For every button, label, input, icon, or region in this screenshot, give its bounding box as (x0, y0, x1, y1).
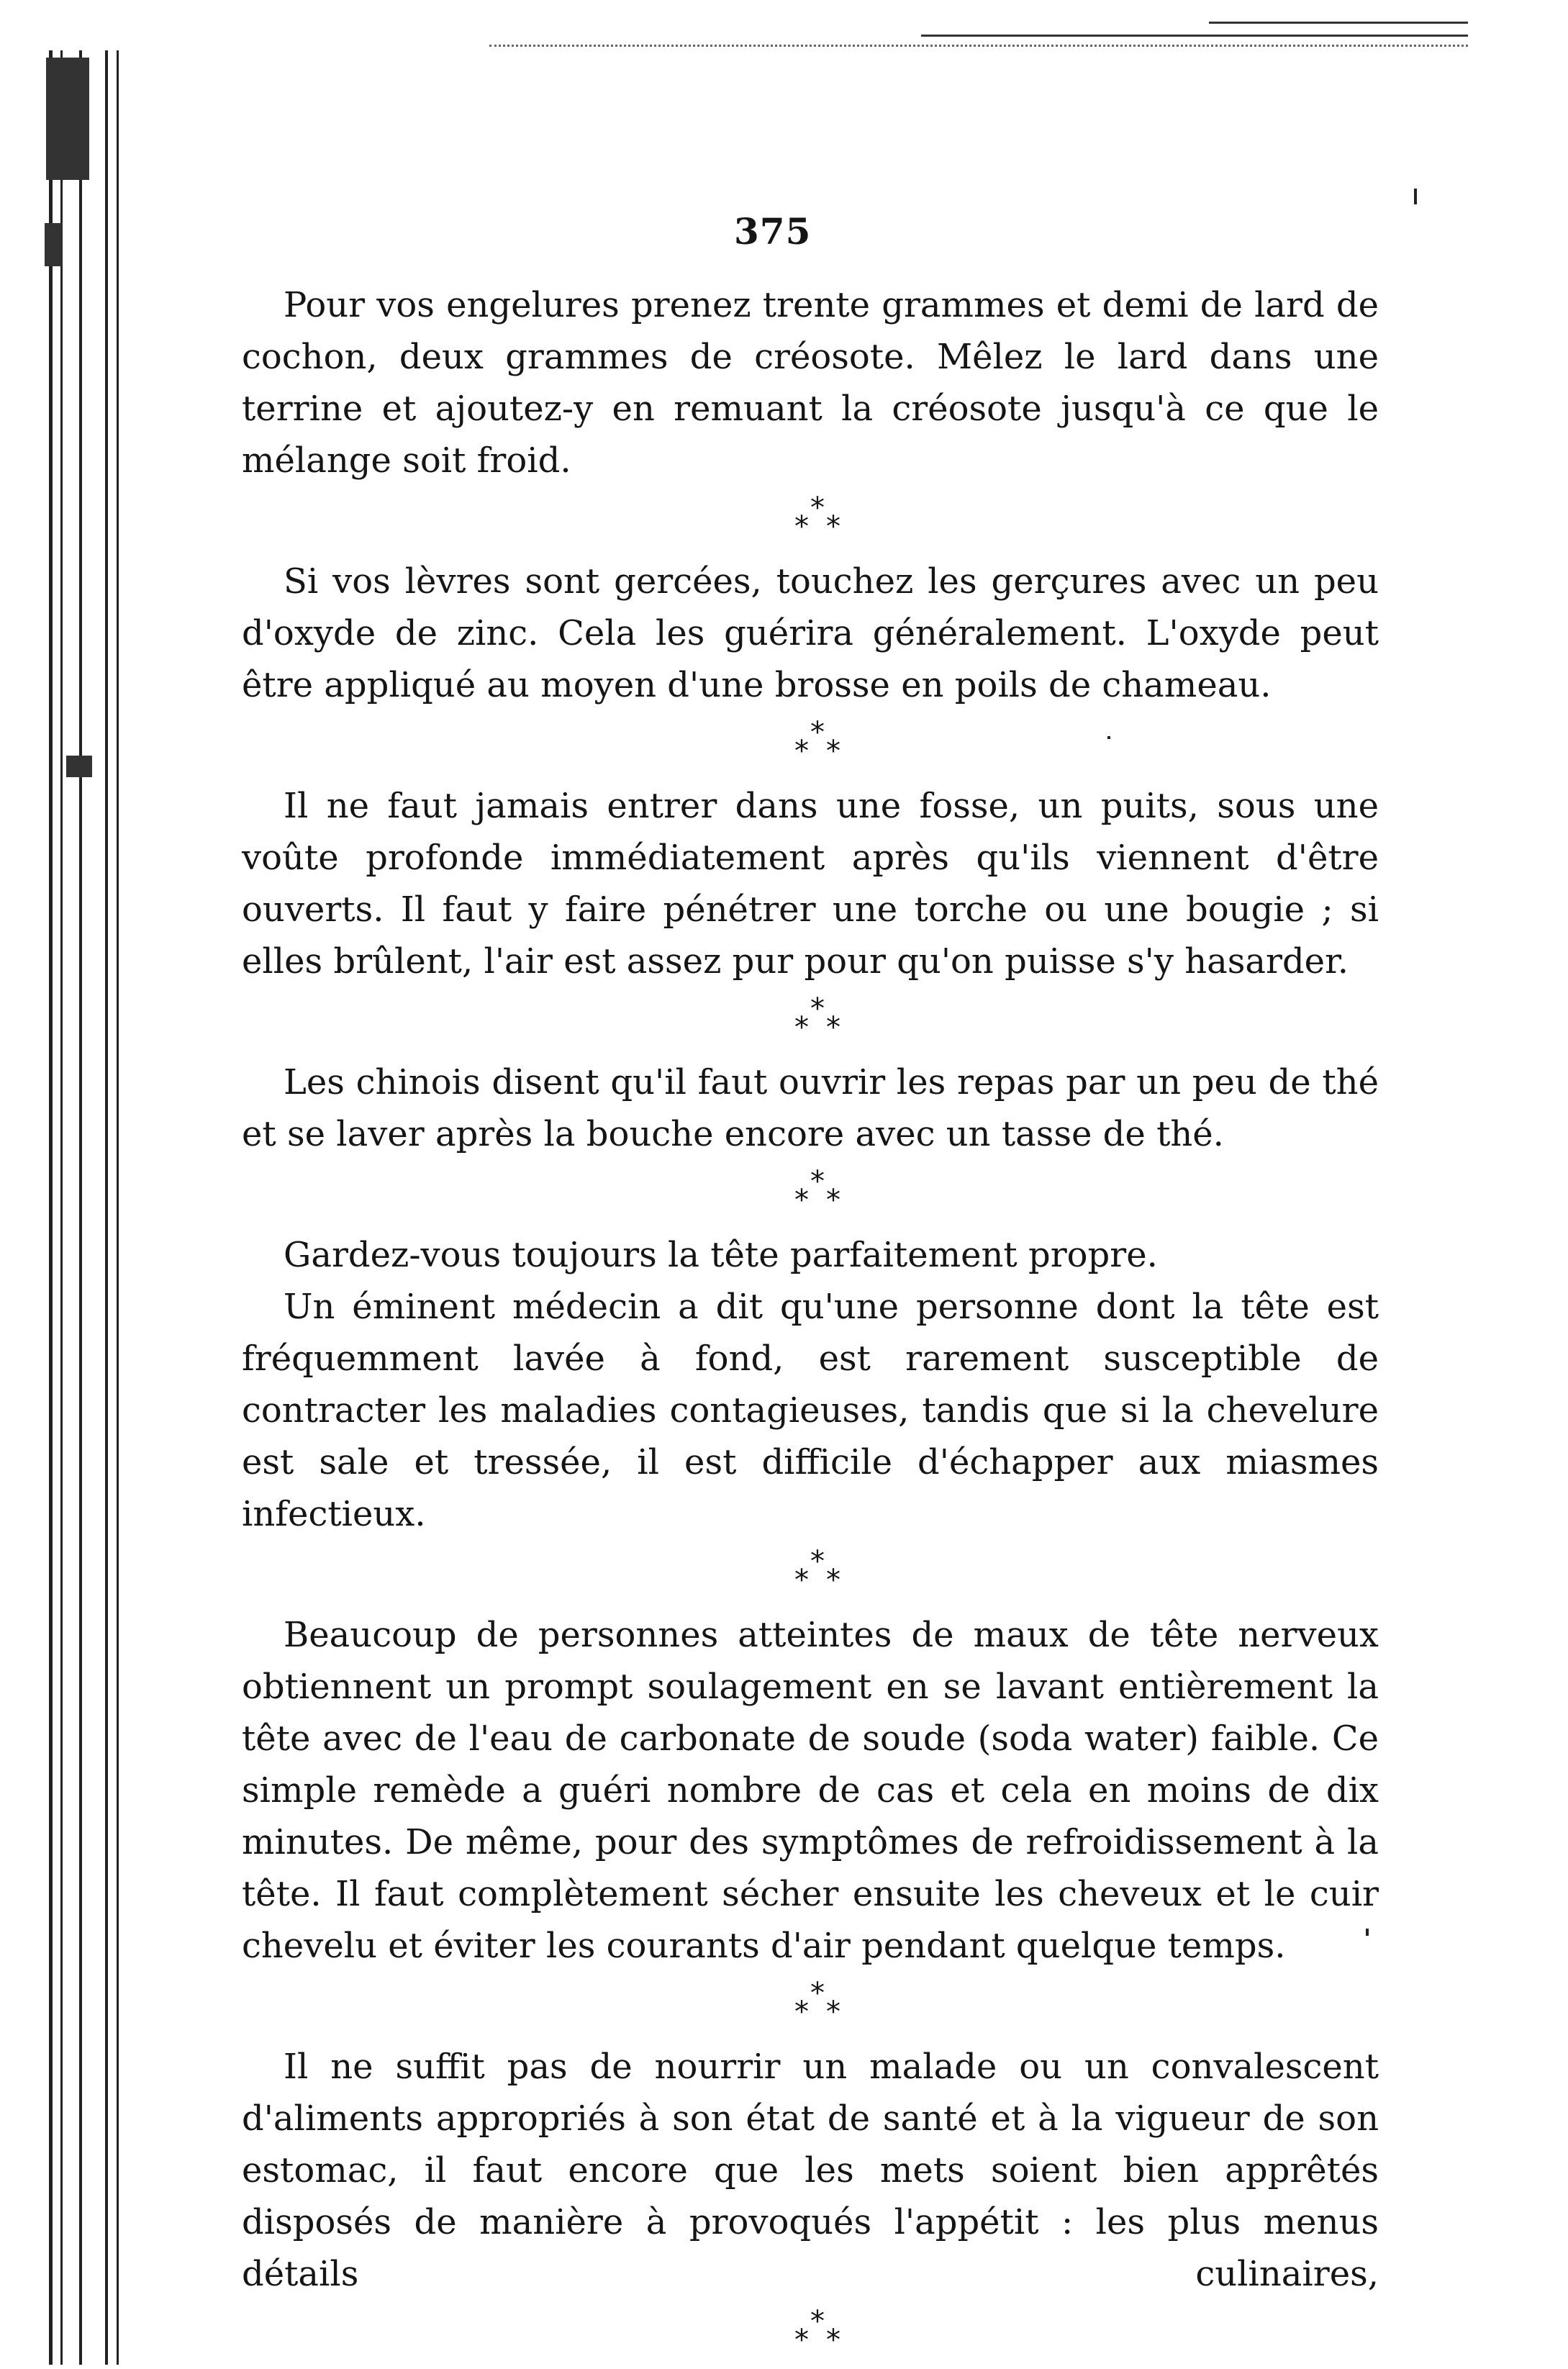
asterisk: * (810, 492, 825, 525)
asterisk: * (826, 1564, 840, 1597)
asterisk: * (826, 2324, 840, 2357)
asterisk: * (794, 1564, 809, 1597)
paragraph: Pour vos engelures prenez trente grammes et demi de lard de cochon, deux grammes de créosote. Mêlez le lard dans une terrine et ajoutez-y en remuant la créosote jusqu'à ce que le mélange soit froid. (242, 285, 1379, 481)
body-text (242, 279, 1379, 2369)
asterisk: * (794, 510, 809, 543)
asterism-separator (242, 1540, 1379, 1609)
asterisk: * (810, 1165, 825, 1198)
asterism-separator (242, 486, 1379, 556)
asterisk: * (826, 510, 840, 543)
page-number: 375 (734, 210, 812, 253)
paragraph: Gardez-vous toujours la tête parfaitement propre. (284, 1235, 1158, 1275)
asterisk: * (826, 735, 840, 768)
asterisk: * (810, 1977, 825, 2010)
asterisk: * (810, 716, 825, 749)
paragraph: Beaucoup de personnes atteintes de maux de tête nerveux obtiennent un prompt soulagement en se lavant entièrement la tête avec de l'eau de carbonate de soude (soda water) faible. Ce simple remède a guéri nombre de cas et cela en moins de dix minutes. De même, pour des symptômes de refroidissement à la tête. Il faut complètement sécher ensuite les cheveux et le cuir chevelu et éviter les courants d'air pendant quelque temps. (242, 1615, 1379, 1966)
top-scan-rule (489, 13, 1468, 56)
asterisk: * (794, 1996, 809, 2029)
paragraph: Les chinois disent qu'il faut ouvrir les repas par un peu de thé et se laver après la bouche encore avec un tasse de thé. (242, 1062, 1379, 1154)
paragraph: Un éminent médecin a dit qu'une personne dont la tête est fréquemment lavée à fond, est rarement susceptible de contracter les maladies contagieuses, tandis que si la chevelure est sale et tressée, il est difficile d'échapper aux miasmes infectieux. (242, 1287, 1379, 1534)
asterism-separator (242, 711, 1379, 780)
asterisk: * (810, 1545, 825, 1578)
asterisk: * (794, 1011, 809, 1044)
asterism-separator (242, 987, 1379, 1056)
asterism-separator (242, 2300, 1379, 2369)
paragraph: Il ne faut jamais entrer dans une fosse, un puits, sous une voûte profonde immédiatement après qu'ils viennent d'être ouverts. Il faut y faire pénétrer une torche ou une bougie ; si elles brûlent, l'air est assez pur pour qu'on puisse s'y hasarder. (242, 786, 1379, 982)
paragraph: Si vos lèvres sont gercées, touchez les gerçures avec un peu d'oxyde de zinc. Cela les guérira généralement. L'oxyde peut être appliqué au moyen d'une brosse en poils de chameau. (242, 561, 1379, 705)
asterisk: * (826, 1011, 840, 1044)
asterisk: * (810, 992, 825, 1025)
asterisk: * (794, 735, 809, 768)
asterisk: * (810, 2305, 825, 2338)
asterisk: * (826, 1996, 840, 2029)
paragraph: Il ne suffit pas de nourrir un malade ou un convalescent d'aliments appropriés à son état de santé et à la vigueur de son estomac, il faut encore que les mets soient bien apprêtés disposés de manière à provoqués l'appétit : les plus menus détails culinaires, (242, 2047, 1379, 2294)
asterisk: * (826, 1184, 840, 1217)
asterism-separator (242, 1160, 1379, 1229)
asterisk: * (794, 1184, 809, 1217)
asterisk: * (794, 2324, 809, 2357)
asterism-separator (242, 1972, 1379, 2041)
binding-edge (45, 50, 131, 2365)
stray-mark (1414, 189, 1417, 204)
